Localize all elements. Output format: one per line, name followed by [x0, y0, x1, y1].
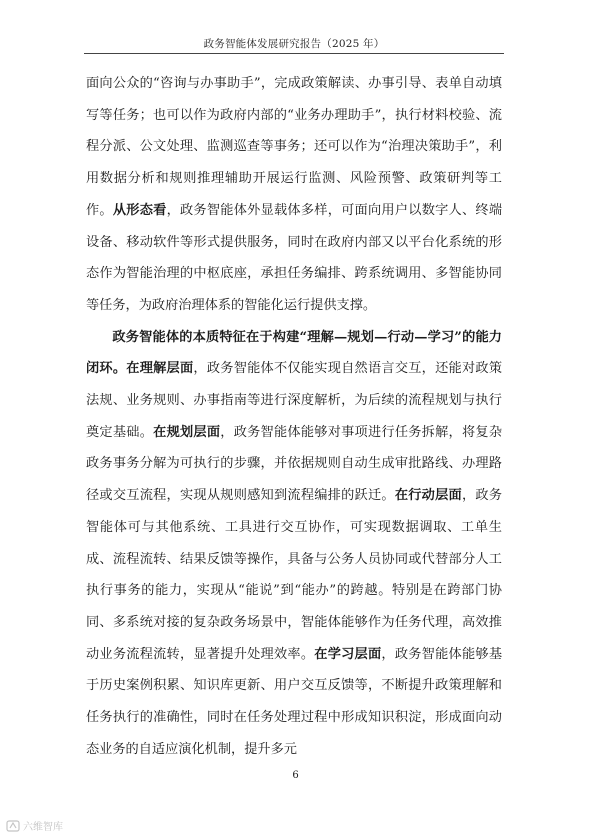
paragraph-form-and-types: [86, 68, 502, 322]
paragraph-capability-loop: [86, 322, 502, 766]
watermark-logo-icon: [6, 820, 20, 832]
paragraph-text: ，政务智能体能够基于历史案例积累、知识库更新、用户交互反馈等，不断提升政策理解和任务执行的准确性，同时在任务处理过程中形成知识积淀，形成面向动态业务的自适应演化机制，提升多元: [86, 646, 503, 757]
bold-lead-learning: 在学习层面: [314, 646, 382, 662]
bold-lead-understanding: 在理解层面: [126, 361, 194, 377]
paragraph-text: ，政务智能体可与其他系统、工具进行交互协作，可实现数据调取、工单生成、流程流转、结果反馈等操作，具备与公务人员协同或代替部分人工执行事务的能力，实现从“能说”到“能办”的跨越。特别是在跨部门协同、多系统对接的复杂政务场景中，智能体能够作为任务代理，高效推动业务流程流转，显著提升处理效率。: [86, 488, 503, 662]
bold-lead-form: 从形态看: [112, 202, 167, 218]
page-number: 6: [292, 770, 299, 781]
watermark-text: 六维智库: [23, 822, 63, 833]
paragraph-text: 面向公众的“咨询与办事助手”，完成政策解读、办事引导、表单自动填写等任务；也可以作为政府内部的“业务办理助手”，执行材料校验、流程分派、公文处理、监测巡查等事务；还可以作为“治理决策助手”，利用数据分析和规则推理辅助开展运行监测、风险预警、政策研判等工作。: [86, 76, 502, 218]
paragraph-text: ，政务智能体能够对事项进行任务拆解，将复杂政务事务分解为可执行的步骤，并依据规则自动生成审批路线、办理路径或交互流程，实现从规则感知到流程编排的跃迁。: [86, 424, 503, 504]
running-header: 政务智能体发展研究报告（2025 年）: [203, 38, 385, 50]
bold-lead-planning: 在规划层面: [153, 424, 221, 440]
watermark: [6, 818, 63, 833]
paragraph-text: ，政务智能体不仅能实现自然语言交互，还能对政策法规、业务规则、办事指南等进行深度解析，为后续的流程规划与执行奠定基础。: [86, 361, 503, 440]
bold-thesis: 政务智能体的本质特征在于构建“理解—规划—行动—学习”的能力闭环。: [86, 329, 502, 377]
body-text: [86, 68, 502, 765]
paragraph-text: ，政务智能体外显载体多样，可面向用户以数字人、终端设备、移动软件等形式提供服务，同时在政府内部又以平台化系统的形态作为智能治理的中枢底座，承担任务编排、跨系统调用、多智能协同等任务，为政府治理体系的智能化运行提供支撑。: [86, 202, 503, 313]
header-rule: [84, 53, 504, 54]
bold-lead-action: 在行动层面: [394, 488, 462, 504]
